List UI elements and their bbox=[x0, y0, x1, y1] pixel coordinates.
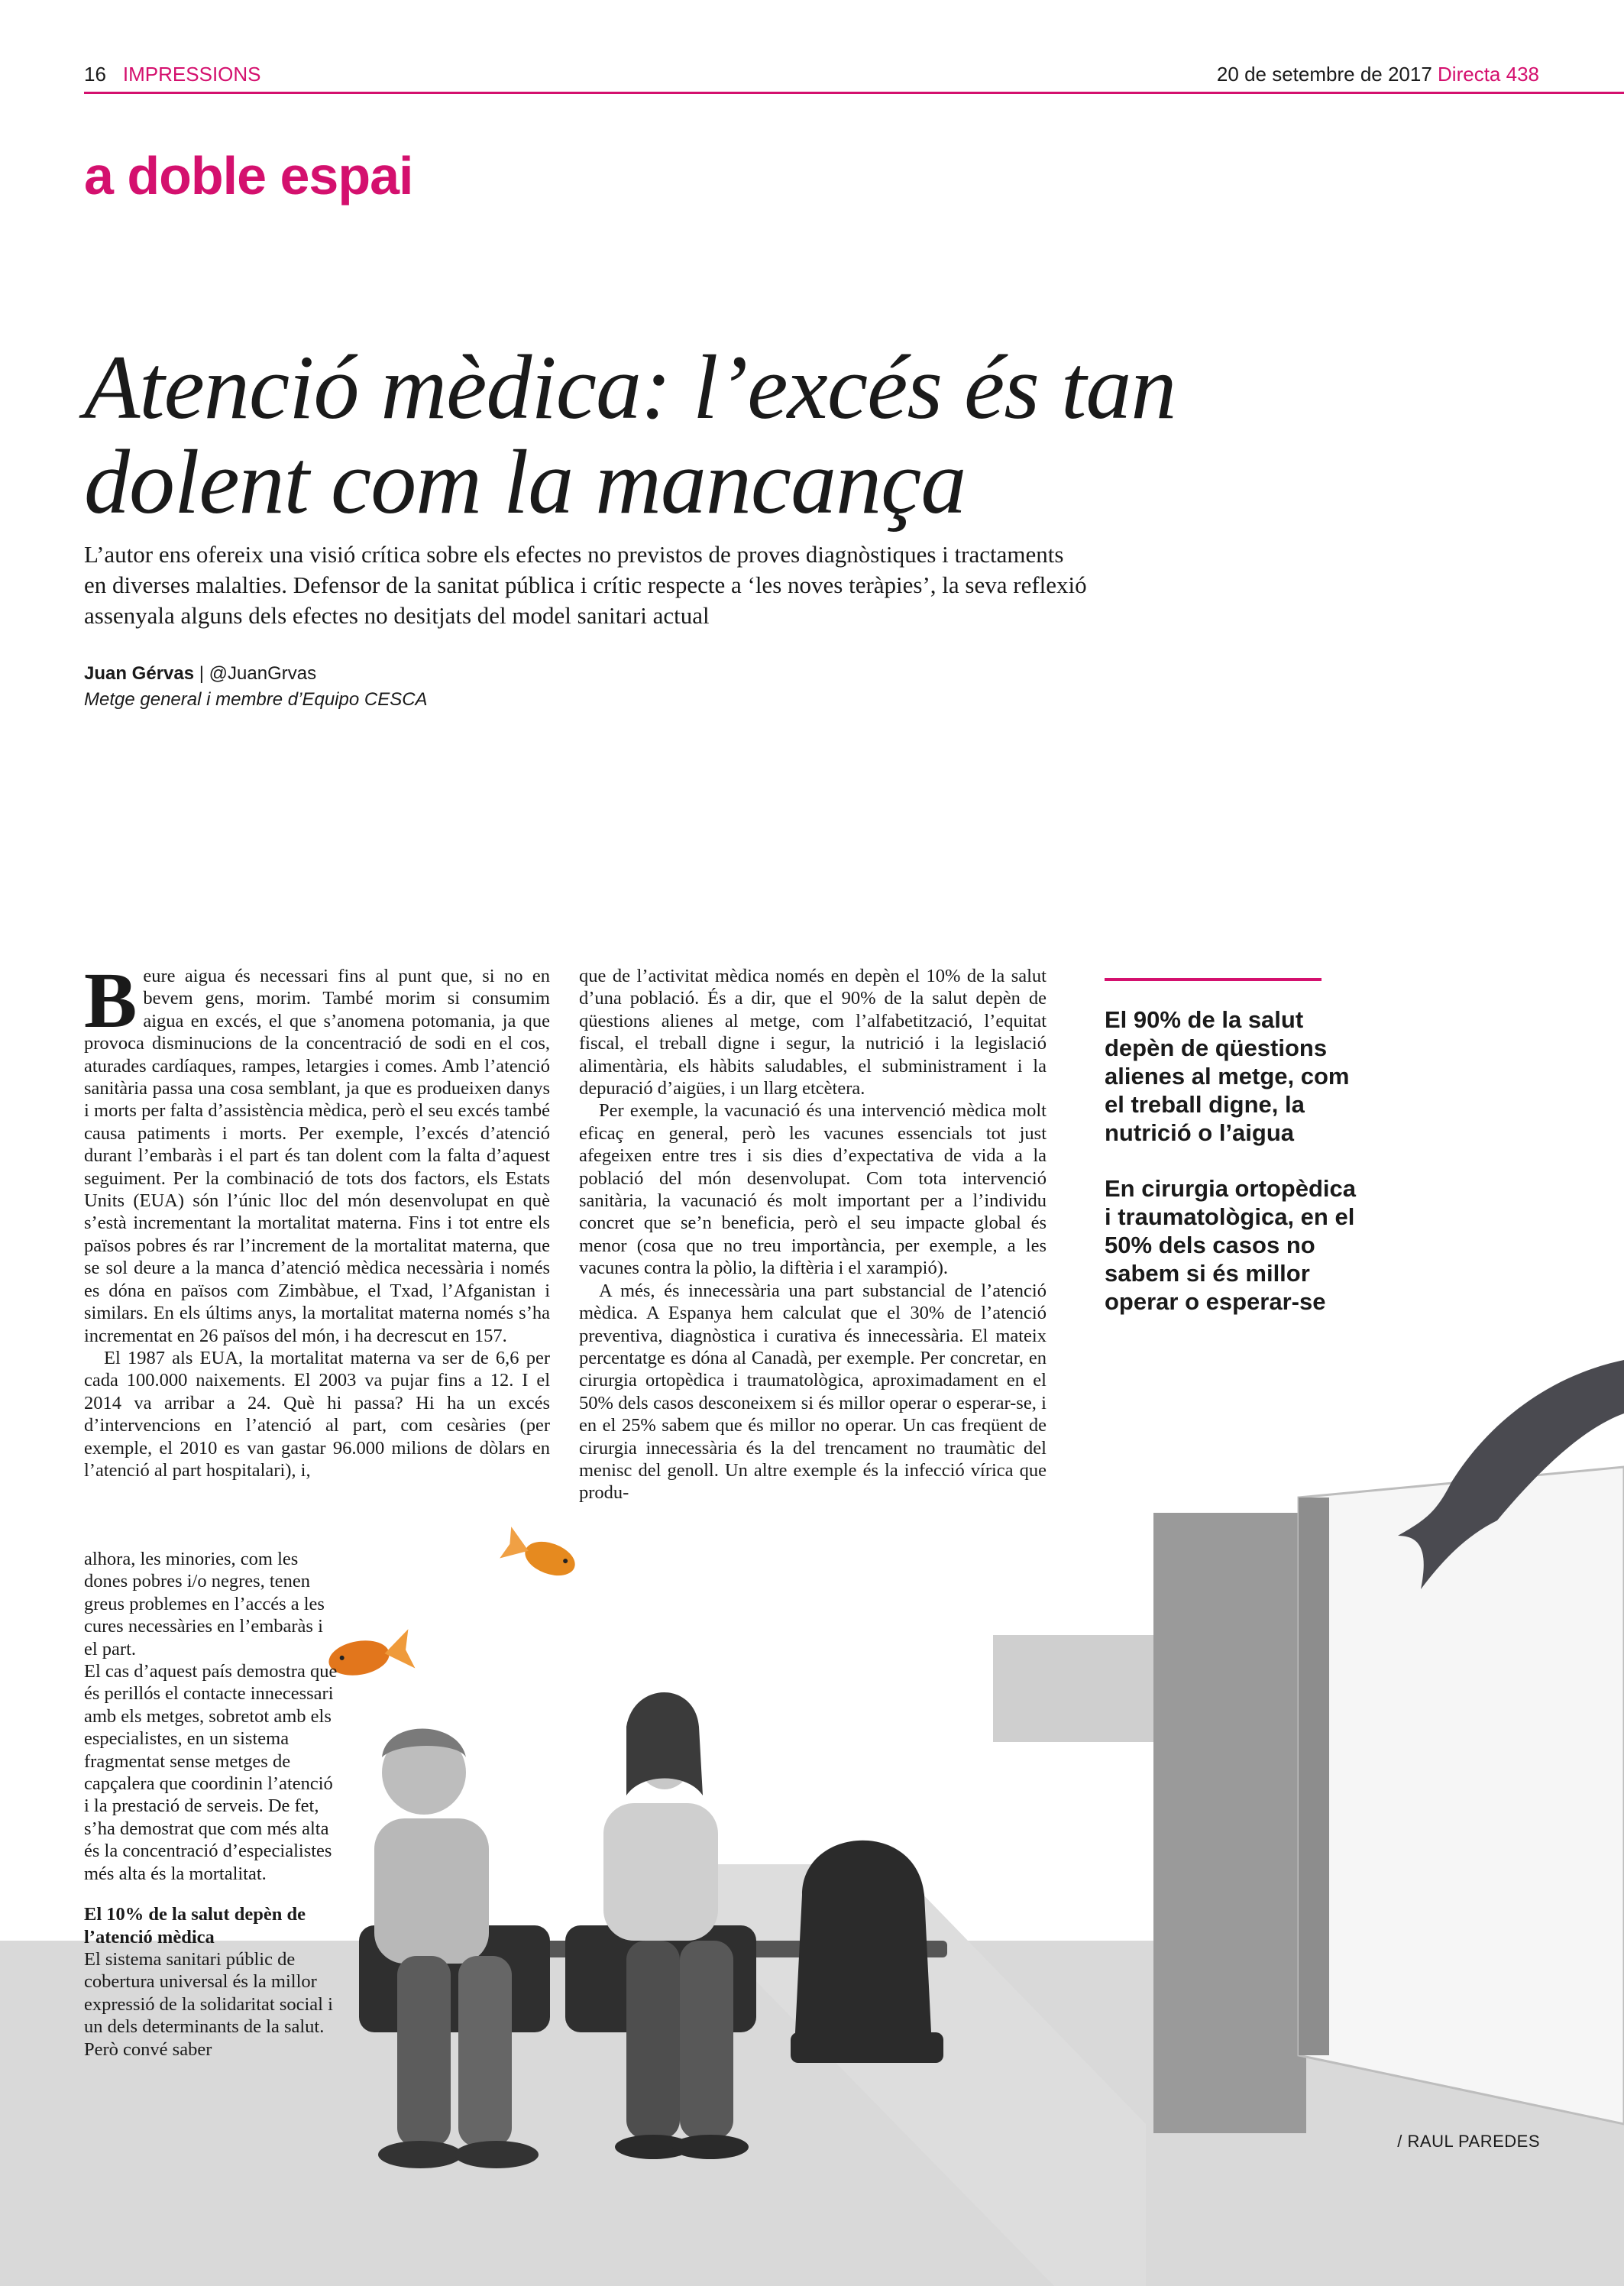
author-role: Metge general i membre d’Equipo CESCA bbox=[84, 689, 428, 710]
headline bbox=[84, 336, 1383, 533]
drop-cap: B bbox=[84, 957, 137, 1044]
byline bbox=[84, 661, 428, 713]
wall-column bbox=[1153, 1513, 1306, 2133]
header-right bbox=[1217, 63, 1539, 86]
standfirst-line-1: L’autor ens ofereix una visió crítica sobre els efectes no previstos de proves diagnòstiques i tractaments bbox=[84, 541, 1064, 568]
body-paragraph: alhora, les minories, com les dones pobres i/o negres, tenen greus problemes en l’accés a les cures necessàries en l’embaràs i el part. bbox=[84, 1549, 325, 1659]
body-paragraph: que de l’activitat mèdica només en depèn el 10% de la salut d’una població. És a dir, que el 90% de la salut depèn de qüestions alienes al metge, com l’alfabetització, l’equitat fiscal, el treball digne i segur, la nutrició i la legislació alimentària, els hàbits saludables, el subministrament i la depuració d’aigües, i un llarg etcètera. bbox=[579, 966, 1047, 1099]
page-number: 16 bbox=[84, 63, 106, 86]
open-door bbox=[1299, 1467, 1624, 2124]
header-rule bbox=[84, 92, 1624, 94]
section-label: IMPRESSIONS bbox=[122, 63, 261, 86]
body-paragraph: Per exemple, la vacunació és una intervenció mèdica molt eficaç en general, però les vacunes essencials tot just afegeixen entre tres i sis dies d’expectativa de vida a la població del món desenvolupat. Com tota intervenció sanitària, la vacunació és molt important per a l’individu concret que se’n beneficia, però el seu impacte global és menor (cosa que no treu importància, per exemple, a les vacunes contra la pòlio, la diftèria i el xarampió). bbox=[579, 1100, 1047, 1279]
standfirst bbox=[84, 539, 1222, 631]
body-paragraph: A més, és innecessària una part substancial de l’atenció mèdica. A Espanya hem calculat que el 30% de l’atenció preventiva, diagnòstica i curativa és innecessària. El mateix percentatge es dóna al Canadà, per exemple. Per concretar, en cirurgia ortopèdica i traumatològica, aproximadament en el 50% dels casos desconeixem si és millor operar o esperar-se, i en el 25% sabem que és millor no operar. Un cas freqüent de cirurgia innecessària és la del trencament no traumàtic del menisc del genoll. Un altre exemple és la infecció vírica que produ- bbox=[579, 1280, 1047, 1504]
headline-line-2: dolent com la mancança bbox=[84, 431, 966, 533]
wall-window bbox=[993, 1635, 1153, 1742]
body-paragraph bbox=[84, 957, 550, 1347]
door-frame bbox=[1299, 1498, 1329, 2055]
pullquote-rule bbox=[1105, 978, 1322, 981]
illustration-credit: / RAUL PAREDES bbox=[1397, 2132, 1540, 2151]
goldfish-icon bbox=[500, 1527, 580, 1583]
headline-line-1: Atenció mèdica: l’excés és tan bbox=[84, 336, 1176, 438]
issue-date: 20 de setembre de 2017 bbox=[1216, 63, 1432, 86]
subheading: El 10% de la salut depèn de l’atenció mèdica bbox=[84, 1904, 306, 1948]
body-paragraph: El cas d’aquest país demostra que és perillós el contacte innecessari amb els metges, sobretot amb els especialistes, en un sistema fragmentat sense metges de capçalera que coordinin l’atenció i la prestació de serveis. De fet, s’ha demostrat que com més alta és la concentració d’especialistes més alta és la mortalitat. bbox=[84, 1661, 338, 1884]
pullquote: En cirurgia ortopèdica i traumatològica, en el 50% dels casos no sabem si és millor operar o esperar-se bbox=[1105, 1175, 1357, 1315]
body-column-2 bbox=[579, 965, 1047, 1504]
body-paragraph: El sistema sanitari públic de cobertura universal és la millor expressió de la solidaritat social i un dels determinants de la salut. Però convé saber bbox=[84, 1948, 333, 2060]
publication-issue: Directa 438 bbox=[1438, 63, 1539, 86]
standfirst-line-2: en diverses malalties. Defensor de la sanitat pública i crític respecte a ‘les noves teràpies’, la seva reflexió bbox=[84, 572, 1087, 598]
author-handle: | @JuanGrvas bbox=[199, 663, 317, 684]
body-column-1-continued bbox=[84, 1548, 340, 2061]
pullquote: El 90% de la salut depèn de qüestions alienes al metge, com el treball digne, la nutrició o l’aigua bbox=[1105, 1006, 1350, 1146]
paragraph-text: eure aigua és necessari fins al punt que, si no en bevem gens, morim. També morim si consumim aigua en excés, el que s’anomena potomania, ja que provoca disminucions de la concentració de sodi en el cos, aturades cardíaques, rampes, letargies i comes. Amb l’atenció sanitària passa una cosa semblant, ja que es produeixen danys i morts per falta d’assistència mèdica, però el seu excés també causa patiments i morts. Per exemple, l’excés d’atenció durant l’embaràs i el part és tan dolent com la falta d’aquest seguiment. Per la combinació de tots dos factors, els Estats Units (EUA) són l’únic lloc del món desenvolupat en què s’està incrementant la mortalitat materna. Fins i tot entre els països pobres és rar l’increment de la mortalitat materna, que se sol deure a la manca d’atenció mèdica necessària i només es dóna en països com Zimbàbue, el Txad, l’Afganistan i similars. En els últims anys, la mortalitat materna només s’ha incrementat en 26 països del món, i ha decrescut en 157. bbox=[84, 966, 550, 1346]
author-name: Juan Gérvas bbox=[84, 663, 195, 684]
page-header bbox=[84, 63, 1539, 93]
body-column-1 bbox=[84, 957, 550, 1481]
empty-seat bbox=[794, 1841, 932, 2048]
header-left bbox=[84, 63, 261, 86]
section-title: a doble espai bbox=[84, 146, 413, 206]
empty-seat-base bbox=[791, 2032, 943, 2063]
body-paragraph: El 1987 als EUA, la mortalitat materna va ser de 6,6 per cada 100.000 naixements. El 2003 va pujar fins a 12. I el 2014 va arribar a 24. Què hi passa? Hi ha un excés d’intervencions en l’atenció al part, com cesàries (per exemple, el 2010 es van gastar 96.000 milions de dòlars en l’atenció al part hospitalari), i, bbox=[84, 1347, 550, 1481]
standfirst-line-3: assenyala alguns dels efectes no desitjats del model sanitari actual bbox=[84, 602, 710, 629]
pullquote-box bbox=[1105, 1005, 1357, 1343]
